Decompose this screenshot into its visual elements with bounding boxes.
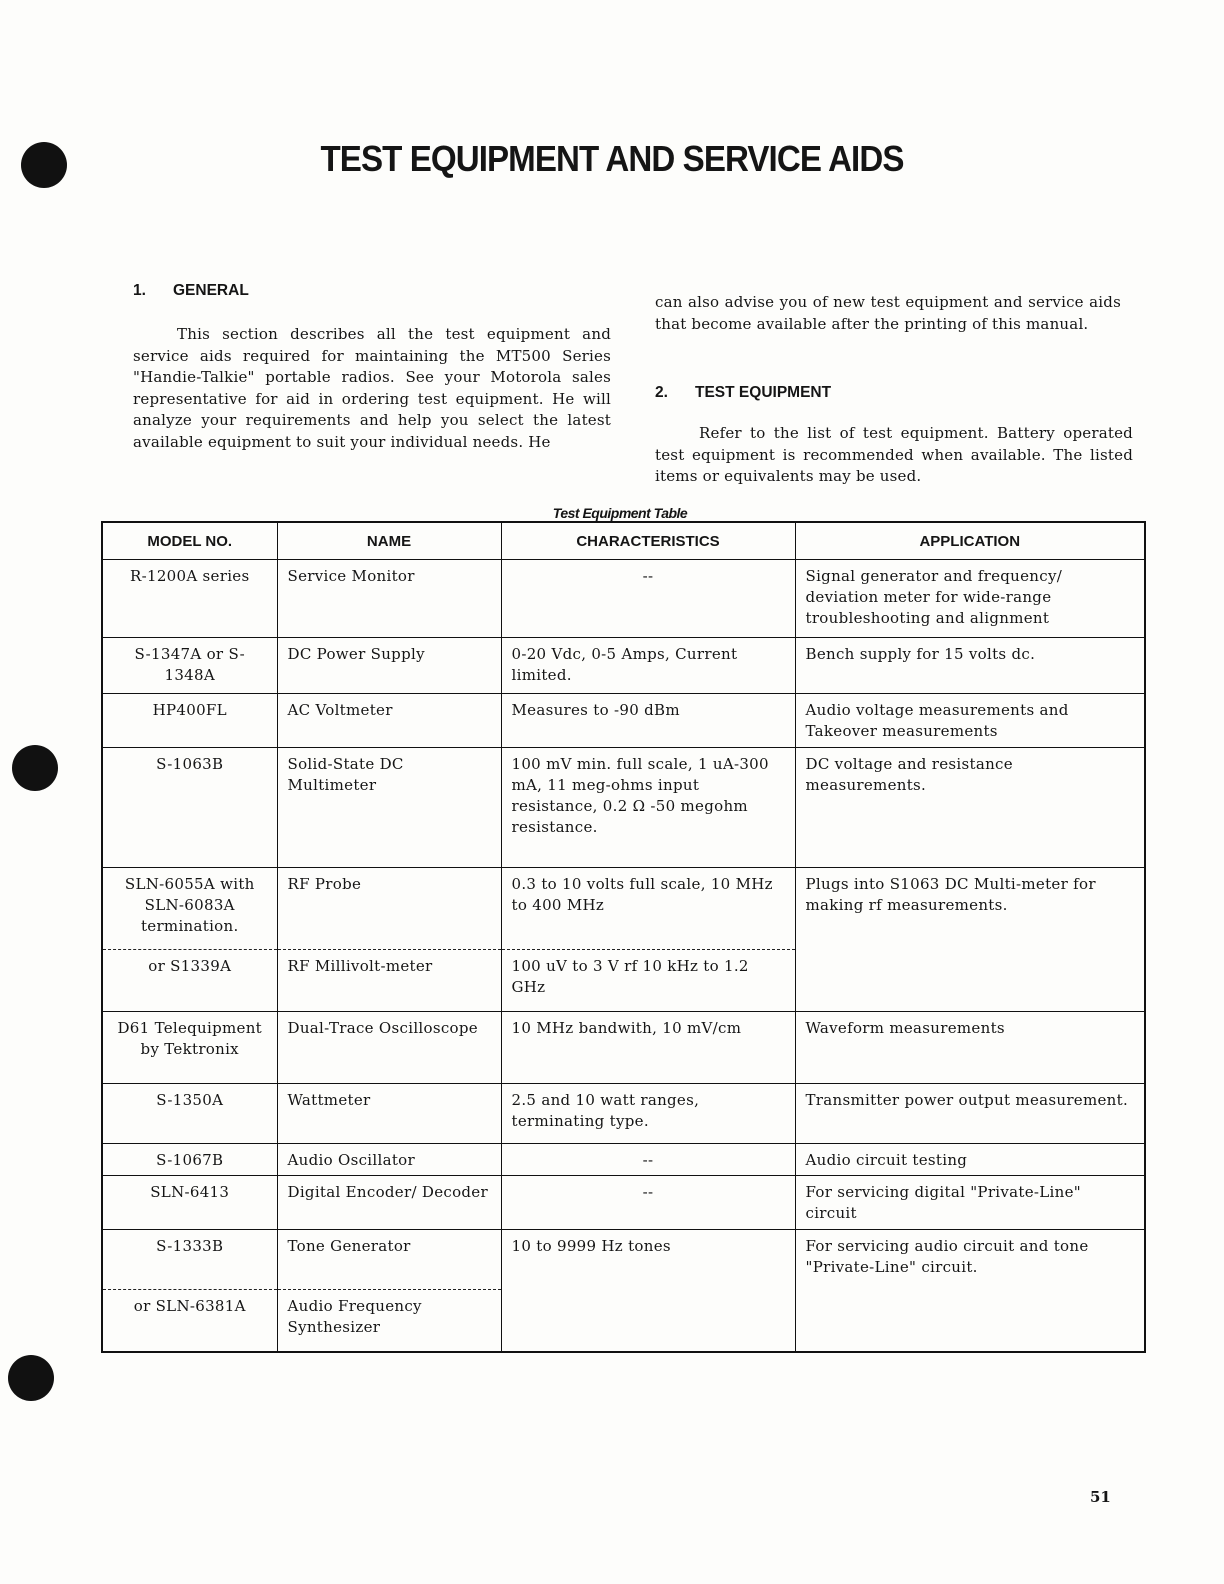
test-equipment-table [101,521,1146,1353]
header-name: NAME [277,522,501,560]
table-row [102,748,1145,868]
table-row [102,1176,1145,1230]
table-row [102,868,1145,950]
cell-application: DC voltage and resistance measurements. [795,748,1145,868]
section-2-heading [655,384,831,402]
cell-model: S-1347A or S-1348A [102,638,277,694]
cell-name: Solid-State DC Multimeter [277,748,501,868]
cell-characteristics: Measures to -90 dBm [501,694,795,748]
section-1-number: 1. [133,282,146,299]
cell-name: Service Monitor [277,560,501,638]
table-row [102,560,1145,638]
cell-model: S-1350A [102,1084,277,1144]
cell-application: Audio voltage measurements and Takeover measurements [795,694,1145,748]
cell-characteristics: -- [501,1176,795,1230]
cell-model: S-1333B [102,1230,277,1290]
cell-application: Transmitter power output measurement. [795,1084,1145,1144]
cell-characteristics: 100 mV min. full scale, 1 uA-300 mA, 11 meg-ohms input resistance, 0.2 Ω -50 megohm resistance. [501,748,795,868]
header-application: APPLICATION [795,522,1145,560]
binder-hole-bottom [8,1355,54,1401]
cell-application: Bench supply for 15 volts dc. [795,638,1145,694]
cell-model: R-1200A series [102,560,277,638]
cell-model: S-1067B [102,1144,277,1176]
page-title: TEST EQUIPMENT AND SERVICE AIDS [320,138,904,179]
cell-characteristics: 100 uV to 3 V rf 10 kHz to 1.2 GHz [501,950,795,1012]
cell-characteristics: 10 to 9999 Hz tones [501,1230,795,1352]
section-1-text-left: This section describes all the test equipment and service aids required for maintaining the MT500 Series "Handie-Talkie" portable radios. See your Motorola sales representative for aid in ordering test equipment. He will analyze your requirements and help you select the latest available equipment to suit your individual needs. He [133,325,611,451]
section-2-text: Refer to the list of test equipment. Battery operated test equipment is recommended when available. The listed items or equivalents may be used. [655,424,1133,485]
cell-name: Dual-Trace Oscilloscope [277,1012,501,1084]
cell-name: RF Probe [277,868,501,950]
table-row [102,1230,1145,1290]
cell-model: or SLN-6381A [102,1290,277,1352]
table-row [102,694,1145,748]
cell-application: Audio circuit testing [795,1144,1145,1176]
cell-model: S-1063B [102,748,277,868]
cell-characteristics: 2.5 and 10 watt ranges, terminating type. [501,1084,795,1144]
section-2-number: 2. [655,384,668,401]
cell-characteristics: 0-20 Vdc, 0-5 Amps, Current limited. [501,638,795,694]
section-1-text-right: can also advise you of new test equipment and service aids that become available after the printing of this manual. [655,293,1121,333]
section-1-heading [133,282,249,300]
cell-application: Plugs into S1063 DC Multi-meter for making rf measurements. [795,868,1145,1012]
cell-application: For servicing audio circuit and tone "Private-Line" circuit. [795,1230,1145,1352]
cell-characteristics: -- [501,1144,795,1176]
header-model: MODEL NO. [102,522,277,560]
cell-name: Audio Oscillator [277,1144,501,1176]
cell-application: Waveform measurements [795,1012,1145,1084]
header-characteristics: CHARACTERISTICS [501,522,795,560]
table-row [102,1084,1145,1144]
cell-model: SLN-6055A with SLN-6083A termination. [102,868,277,950]
section-1-title: GENERAL [173,282,249,299]
page-number: 51 [1090,1488,1111,1506]
cell-name: DC Power Supply [277,638,501,694]
cell-name: Audio Frequency Synthesizer [277,1290,501,1352]
cell-characteristics: 0.3 to 10 volts full scale, 10 MHz to 400 MHz [501,868,795,950]
table-row [102,1144,1145,1176]
cell-model: SLN-6413 [102,1176,277,1230]
cell-characteristics: -- [501,560,795,638]
cell-model: HP400FL [102,694,277,748]
table-row [102,1012,1145,1084]
table-header-row [102,522,1145,560]
cell-application: Signal generator and frequency/ deviation meter for wide-range troubleshooting and alignment [795,560,1145,638]
cell-name: RF Millivolt-meter [277,950,501,1012]
table-caption: Test Equipment Table [552,505,688,521]
binder-hole-middle [12,745,58,791]
cell-model: D61 Telequipment by Tektronix [102,1012,277,1084]
cell-name: AC Voltmeter [277,694,501,748]
cell-name: Tone Generator [277,1230,501,1290]
cell-name: Wattmeter [277,1084,501,1144]
cell-characteristics: 10 MHz bandwith, 10 mV/cm [501,1012,795,1084]
cell-name: Digital Encoder/ Decoder [277,1176,501,1230]
cell-application: For servicing digital "Private-Line" circuit [795,1176,1145,1230]
section-2-title: TEST EQUIPMENT [695,384,832,401]
table-row [102,638,1145,694]
cell-model: or S1339A [102,950,277,1012]
